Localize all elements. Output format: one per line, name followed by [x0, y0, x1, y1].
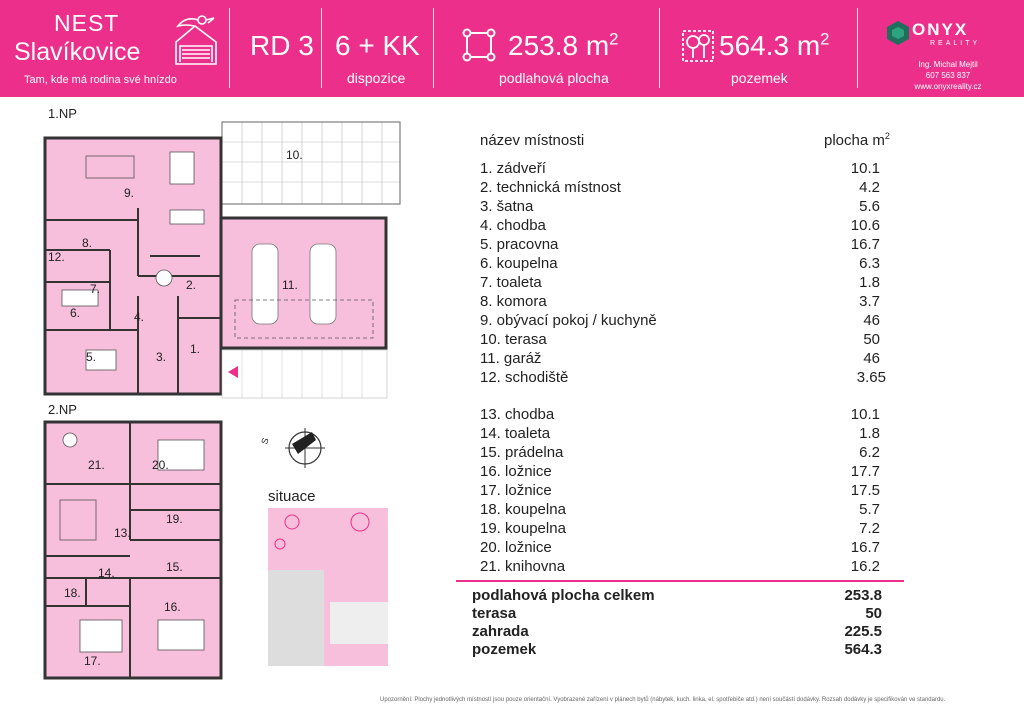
room-label: 19. [166, 512, 183, 526]
floor-area-caption: podlahová plocha [499, 70, 609, 86]
header-divider [321, 8, 322, 88]
room-label: 4. [134, 310, 145, 324]
floor-area-icon [462, 28, 496, 62]
plot-area-caption: pozemek [731, 70, 788, 86]
header-divider [857, 8, 858, 88]
situation-map [268, 508, 388, 666]
table-row: 16. ložnice 17.7 [480, 463, 880, 480]
situation-label: situace [268, 488, 316, 505]
floor-plans [30, 100, 450, 700]
table-row: 19. koupelna 7.2 [480, 520, 880, 537]
table-row: 10. terasa 50 [480, 331, 880, 348]
floor2-label: 2.NP [48, 402, 77, 417]
floor-area-value: 253.8 $m^2$ [508, 29, 619, 61]
table-row: 8. komora 3.7 [480, 293, 880, 310]
room-label: 5. [86, 350, 97, 364]
table-row: 1. zádveří 10.1 [480, 160, 880, 177]
house-code: RD 3 [250, 30, 314, 61]
room-label: 3. [156, 350, 167, 364]
header-divider [433, 8, 434, 88]
room-label: 1. [190, 342, 201, 356]
table-row: 9. obývací pokoj / kuchyně 46 [480, 312, 880, 329]
agency-logo [880, 14, 1016, 94]
table-row: 17. ložnice 17.5 [480, 482, 880, 499]
agency-sub: REALITY [930, 40, 981, 47]
agency-name: ONYX [912, 20, 969, 39]
total-row: podlahová plocha celkem 253.8 [472, 587, 882, 604]
room-label: 2. [186, 278, 197, 292]
table-row: 12. schodiště 3.65 [480, 369, 886, 386]
plot-area-value: 564.3 $m^2$ [719, 29, 830, 61]
header-divider [229, 8, 230, 88]
layout-value: 6 + KK [335, 30, 420, 61]
brand-logo [14, 8, 224, 92]
room-label: 16. [164, 600, 181, 614]
room-label: 17. [84, 654, 101, 668]
total-row: zahrada 225.5 [472, 623, 882, 640]
bird-house-icon [164, 12, 226, 68]
room-label: 7. [90, 282, 101, 296]
table-row: 15. prádelna 6.2 [480, 444, 880, 461]
table-row: 13. chodba 10.1 [480, 406, 880, 423]
table-row: 7. toaleta 1.8 [480, 274, 880, 291]
header-divider [659, 8, 660, 88]
layout-caption: dispozice [347, 70, 406, 86]
agent-name: Ing. Michal Mejtil [918, 60, 978, 69]
agent-phone: 607 563 837 [925, 71, 971, 80]
room-label: 8. [82, 236, 93, 250]
brand-town: Slavíkovice [14, 38, 141, 66]
table-row: 14. toaleta 1.8 [480, 425, 880, 442]
room-label: 15. [166, 560, 183, 574]
header-banner [0, 0, 1024, 97]
floor-plan-drawing [30, 100, 450, 700]
brand-slogan: Tam, kde má rodina své hnízdo [24, 74, 177, 86]
room-label: 14. [98, 566, 115, 580]
table-head-name: název místnosti [480, 132, 585, 149]
table-row: 3. šatna 5.6 [480, 198, 880, 215]
table-row: 2. technická místnost 4.2 [480, 179, 880, 196]
table-row: 18. koupelna 5.7 [480, 501, 880, 518]
brand-name: NEST [54, 10, 120, 36]
room-label: 13. [114, 526, 131, 540]
totals-divider [456, 580, 904, 582]
room-label: 12. [48, 250, 65, 264]
room-label: 6. [70, 306, 81, 320]
compass-label: S [259, 436, 271, 446]
room-label: 20. [152, 458, 169, 472]
agent-web[interactable]: www.onyxreality.cz [914, 82, 982, 91]
room-label: 18. [64, 586, 81, 600]
table-row: 6. koupelna 6.3 [480, 255, 880, 272]
table-row: 21. knihovna 16.2 [480, 558, 880, 575]
table-row: 4. chodba 10.6 [480, 217, 880, 234]
terrace-area [222, 122, 400, 204]
hexagon-icon [886, 20, 910, 46]
room-label: 10. [286, 148, 303, 162]
room-label: 9. [124, 186, 135, 200]
table-row: 5. pracovna 16.7 [480, 236, 880, 253]
total-row: pozemek 564.3 [472, 641, 882, 658]
room-label: 21. [88, 458, 105, 472]
floor1-label: 1.NP [48, 106, 77, 121]
compass-icon [285, 428, 325, 468]
room-label: 11. [282, 278, 298, 292]
table-row: 11. garáž 46 [480, 350, 880, 367]
table-row: 20. ložnice 16.7 [480, 539, 880, 556]
plot-trees-icon [680, 28, 716, 64]
total-row: terasa 50 [472, 605, 882, 622]
footer-note: Upozornění: Plochy jednotlivých místností jsou pouze orientační. Vyobrazené zařízení v plánech bytů (nábytek, kuch. linka, el. spotřebiče atd.) není součástí dodávky. Rozsah dodávky je specifikován ve standardu. [380, 697, 946, 703]
table-head-area: plocha $m^2$ [824, 131, 890, 149]
